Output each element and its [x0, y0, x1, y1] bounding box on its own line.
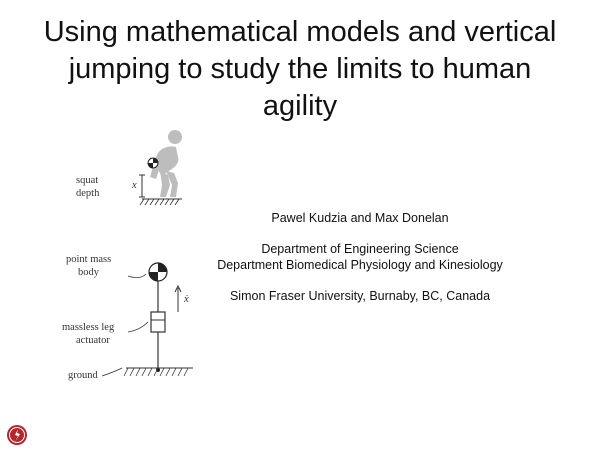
- logo-icon: [6, 424, 28, 446]
- squat-figure: [70, 125, 200, 210]
- velocity-variable: ẋ: [184, 294, 189, 305]
- title-line-1: Using mathematical models and vertical: [43, 16, 557, 48]
- point-mass-label-2: body: [78, 267, 99, 278]
- actuator-label-2: actuator: [76, 335, 110, 346]
- university: Simon Fraser University, Burnaby, BC, Canada: [229, 289, 491, 303]
- title-line-2: jumping to study the limits to human: [68, 53, 532, 85]
- affiliation-1: Department of Engineering Science: [261, 242, 459, 256]
- point-mass-label-1: point mass: [66, 254, 112, 265]
- authors: Pawel Kudzia and Max Donelan: [271, 211, 449, 225]
- model-figure: [58, 250, 203, 390]
- affiliation-2: Department Biomedical Physiology and Kinesiology: [217, 258, 503, 272]
- ground-label: ground: [68, 370, 98, 381]
- squat-label-2: depth: [76, 188, 100, 199]
- slide-title: [20, 14, 580, 125]
- squat-variable: x: [132, 180, 137, 191]
- actuator-label-1: massless leg: [62, 322, 115, 333]
- squat-label-1: squat: [76, 175, 99, 186]
- author-block: [200, 210, 520, 304]
- university-logo: [6, 424, 28, 446]
- title-line-3: agility: [262, 90, 338, 122]
